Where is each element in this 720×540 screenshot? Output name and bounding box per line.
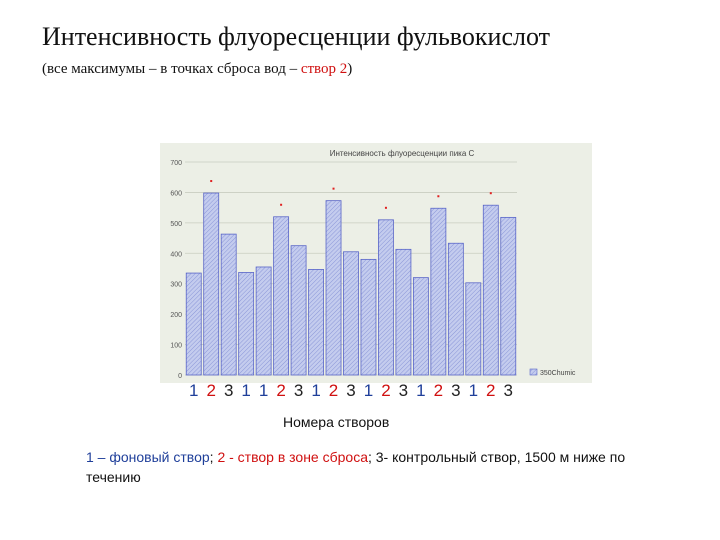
station-number: 3: [398, 381, 409, 400]
station-number: 3: [451, 381, 461, 400]
bar-marker: [280, 204, 282, 206]
bar: [291, 246, 306, 375]
station-number: 2: [486, 381, 496, 400]
bar: [448, 243, 463, 375]
station-number: 2: [381, 381, 391, 400]
station-number: 3: [346, 381, 356, 400]
station-number: 3: [503, 381, 513, 400]
y-tick-label: 100: [170, 342, 182, 350]
bar: [309, 269, 324, 375]
bar: [378, 220, 393, 375]
y-tick-label: 500: [170, 220, 182, 228]
subtitle-close: ): [347, 61, 353, 77]
y-tick-label: 400: [170, 251, 182, 259]
x-axis-label: Номера створов: [283, 414, 390, 430]
bar: [274, 217, 289, 375]
chart-panel: [160, 143, 592, 383]
bar-marker: [490, 192, 492, 194]
station-legend-note: [86, 447, 676, 487]
subtitle-highlight: створ 2: [300, 61, 348, 77]
bar: [239, 272, 254, 375]
y-tick-label: 300: [170, 281, 182, 289]
y-tick-label: 200: [170, 312, 182, 320]
bar: [326, 201, 341, 375]
note-separator: ;: [209, 449, 218, 465]
bar-chart: [160, 143, 592, 383]
slide-title: Интенсивность флуоресценции фульвокислот: [42, 22, 550, 51]
bar: [466, 283, 481, 375]
note-station-2: 2 - створ в зоне сброса: [217, 449, 368, 465]
station-number: 1: [468, 381, 479, 400]
bar-marker: [210, 180, 212, 182]
station-number-row: [0, 381, 720, 405]
bar: [256, 267, 271, 375]
bar-marker: [437, 195, 439, 197]
bar: [501, 217, 516, 375]
station-number: 1: [363, 381, 374, 400]
bar: [204, 193, 219, 375]
note-station-1: 1 – фоновый створ: [86, 449, 210, 465]
bar: [431, 208, 446, 375]
station-number: 2: [328, 381, 339, 400]
bar: [413, 278, 428, 375]
legend: [530, 369, 576, 377]
note-separator: ;: [367, 449, 376, 465]
y-tick-label: 700: [170, 160, 182, 167]
station-number: 1: [189, 381, 199, 400]
station-number: 2: [433, 381, 444, 400]
station-number: 1: [258, 381, 269, 400]
station-number: 2: [276, 381, 286, 400]
bar: [221, 234, 236, 375]
note-station-3: 3- контрольный створ, 1500 м ниже по течению: [86, 449, 626, 485]
legend-swatch: [530, 369, 537, 375]
bar: [483, 205, 498, 375]
station-number: 1: [416, 381, 426, 400]
y-tick-label: 0: [178, 373, 182, 380]
subtitle-text: (все максимумы – в точках сброса вод –: [42, 61, 301, 77]
bar-markers: [210, 180, 492, 209]
y-tick-label: 600: [170, 190, 182, 198]
bar: [343, 252, 358, 375]
station-number: 1: [241, 381, 251, 400]
station-number: 2: [206, 381, 216, 400]
station-number: 1: [311, 381, 321, 400]
bar: [396, 249, 411, 375]
bar: [361, 259, 376, 375]
y-axis-ticks: [170, 160, 182, 380]
bar-marker: [333, 188, 335, 190]
bars: [186, 193, 516, 375]
legend-label: 350Chumic: [540, 370, 576, 377]
station-number: 3: [293, 381, 304, 400]
chart-title: Интенсивность флуоресценции пика С: [329, 149, 475, 158]
bar: [186, 273, 201, 375]
station-number: 3: [223, 381, 234, 400]
bar-marker: [385, 207, 387, 209]
slide-subtitle: [42, 61, 352, 78]
